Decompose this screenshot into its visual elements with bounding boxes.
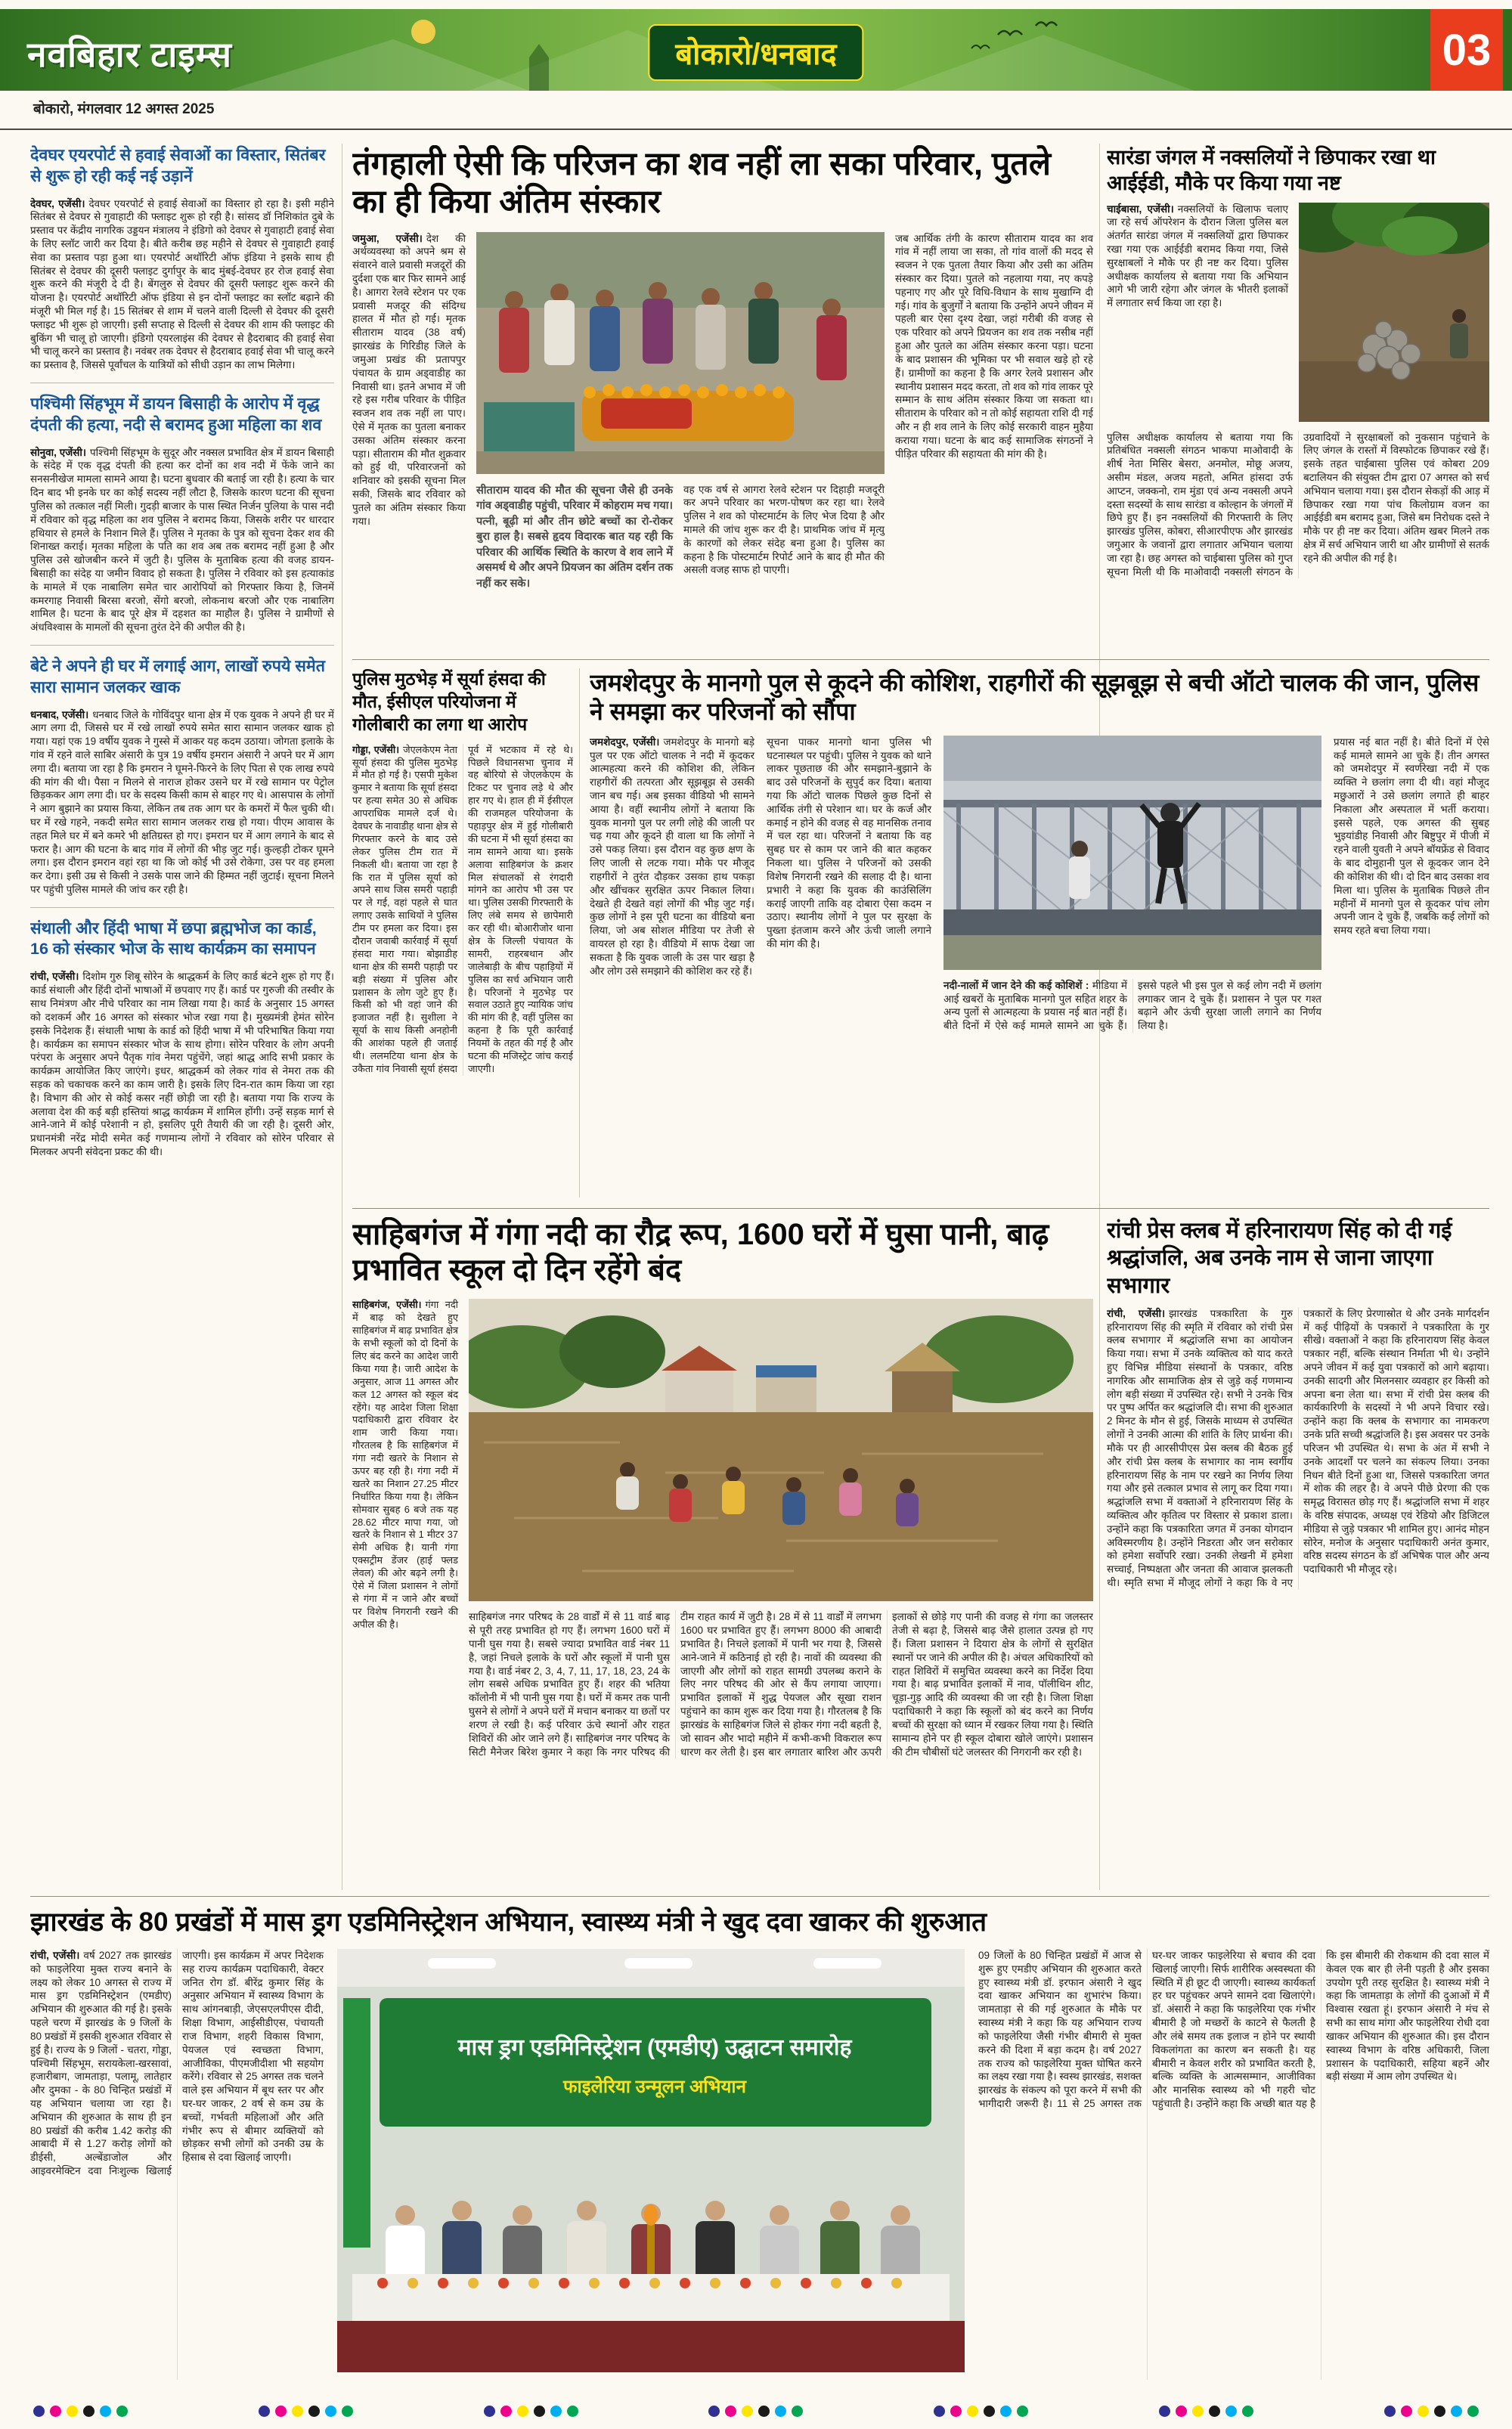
headline-devghar-airport: देवघर एयरपोर्ट से हवाई सेवाओं का विस्तार, सितंबर से शुरू हो रही कई नई उड़ानें xyxy=(30,146,326,185)
registration-dot xyxy=(534,2406,545,2417)
registration-dot xyxy=(500,2406,512,2417)
registration-dot-group xyxy=(259,2406,353,2417)
byline-main: जमुआ, एजेंसी। xyxy=(352,232,423,244)
mda-body-right: 09 जिलों के 80 चिन्हित प्रखंडों में आज से शुरू हुए एमडीए अभियान की शुरुआत करते हुए स्वास्थ्य मंत्री डॉ. इरफान अंसारी ने खुद दवा खाकर अभियान का शुभारंभ किया। जामताड़ा से की गई शुरुआत के मौके पर स्वास्थ्य मंत्री ने कहा कि यह अभियान राज्य को फाइलेरिया जैसी गंभीर बीमारी से मुक्त करने की दिशा में बड़ा कदम है। वर्ष 2027 तक राज्य को फाइलेरिया मुक्त घोषित करने का लक्ष्य रखा गया है। स्वस्थ झारखंड, सशक्त झारखंड के संकल्प को पूरा करने में सभी की भागीदारी जरूरी है। 11 से 25 अगस्त तक घर-घर जाकर फाइलेरिया से बचाव की दवा खिलाई जाएगी। सिर्फ शारीरिक अस्वस्थता की स्थिति में ही छूट दी जाएगी। स्वास्थ्य कार्यकर्ता हर घर पहुंचकर अपने सामने दवा खिलाएंगे। डॉ. अंसारी ने कहा कि फाइलेरिया एक गंभीर बीमारी है जो मच्छरों के काटने से फैलती है और लंबे समय तक इलाज न होने पर स्थायी विकलांगता का कारण बन सकती है। यह बीमारी न केवल शरीर को प्रभावित करती है, बल्कि व्यक्ति के आत्मसम्मान, आजीविका और मानसिक स्वास्थ्य को भी गहरी चोट पहुंचाती है। उन्होंने कहा कि अच्छी बात यह है कि इस बीमारी की रोकथाम की दवा साल में केवल एक बार ही लेनी पड़ती है और इसका उपयोग पूरी तरह सुरक्षित है। स्वास्थ्य मंत्री ने कहा कि जामताड़ा के लोगों की दुआओं में मैं विश्वास रखता हूं। इरफान अंसारी ने मंच से सभी का साथ मांगा और फाइलेरिया रोधी दवा खाकर अभियान की शुरुआत की। इस दौरान स्वास्थ्य विभाग के वरिष्ठ अधिकारी, जिला प्रशासन के पदाधिकारी, सहिया बहनें और बड़ी संख्या में आम लोग उपस्थित थे। xyxy=(978,1950,1489,2109)
article-body xyxy=(30,446,334,634)
mda-body-left xyxy=(30,1949,324,2380)
jamshedpur-subhead: नदी-नालों में जान देने की कई कोशिशें : xyxy=(943,979,1089,991)
saranda-intro-text: नक्सलियों के खिलाफ चलाए जा रहे सर्च ऑपरेशन के दौरान जिला पुलिस बल अंतर्गत सारंडा जंगल में नक्सलियों द्वारा छिपाकर रखा गया एक आईईडी बरामद किया गया, जिसे सुरक्षाबलों ने मौके पर ही नष्ट कर दिया। पुलिस अधीक्षक कार्यालय से बताया गया कि अभियान आगे भी जारी रहेगा और जंगल के भीतरी इलाकों में लगातार सर्च किया जा रहा है। xyxy=(1107,203,1289,309)
article-press-club-tribute xyxy=(1107,1217,1489,1888)
byline-mda: रांची, एजेंसी। xyxy=(30,1950,80,1961)
article-police-encounter xyxy=(352,668,573,1202)
registration-dot xyxy=(1434,2406,1445,2417)
registration-dot xyxy=(1401,2406,1412,2417)
mda-banner-line2: फाइलेरिया उन्मूलन अभियान xyxy=(563,2077,746,2097)
registration-dot xyxy=(259,2406,270,2417)
registration-dot xyxy=(100,2406,111,2417)
police-body-text: जेएलकेएम नेता सूर्या हंसदा की पुलिस मुठभेड़ में मौत हो गई है। एसपी मुकेश कुमार ने बताया कि सूर्या हंसदा पर हत्या समेत 30 से अधिक आपराधिक मामले दर्ज थे। देवघर के नावाडीह थाना क्षेत्र से गिरफ्तार करने के बाद उसे लेकर पुलिस टीम रात में निकली थी। बताया जा रहा है कि रात में पुलिस सूर्या को अपने साथ जिस समरी पहाड़ी पर ले गई, वहां पहले से घात लगाए उसके साथियों ने पुलिस टीम पर हमला कर दिया। इस दौरान जवाबी कार्रवाई में सूर्या हंसदा मारा गया। बोझाडीह थाना क्षेत्र की समरी पहाड़ी पर बड़ी संख्या में पुलिस और प्रशासन के लोग जुटे हुए हैं। किसी को भी वहां जाने की इजाजत नहीं है। सुशीला ने सूर्या के साथ किसी अनहोनी की आशंका पहले ही जताई थी। ललमटिया थाना क्षेत्र के उकैता गांव निवासी सूर्या हंसदा पूर्व में भटकाव में रहे थे। पिछले विधानसभा चुनाव में वह बोरियो से जेएलकेएम के टिकट पर चुनाव लड़े थे और हार गए थे। हाल ही में ईसीएल की राजमहल परियोजना के पहाड़पुर क्षेत्र में हुई गोलीबारी की घटना में भी सूर्या हंसदा का नाम सामने आया था। इसके अलावा साहिबगंज के क्रशर मिल संचालकों से रंगदारी मांगने का आरोप भी उस पर था। पुलिस उसकी गिरफ्तारी के लिए लंबे समय से छापेमारी कर रही थी। बोआरीजोर थाना क्षेत्र के जिल्ली पंचायत के सामरी, राहरबथान और जालेबाड़ी के बीच पहाड़ियों में पुलिस का सर्च अभियान जारी है। परिजनों ने मुठभेड़ पर सवाल उठाते हुए न्यायिक जांच की मांग की है, वहीं पुलिस का कहना है कि पूरी कार्रवाई नियमों के तहत की गई है और घटना की मजिस्ट्रेट जांच कराई जाएगी। xyxy=(352,743,573,1074)
registration-dot xyxy=(308,2406,320,2417)
registration-dot-group xyxy=(33,2406,128,2417)
saranda-body: पुलिस अधीक्षक कार्यालय से बताया गया कि प्रतिबंधित नक्सली संगठन भाकपा माओवादी के शीर्ष नेता मिसिर बेसरा, अनमोल, मोछू अजय, असीम मंडल, अजय महतो, अमित हांसदा उर्फ आप्टन, जक्कनो, राम मुंडा एवं अन्य नक्सली अपने दस्ता सदस्यों के साथ सारंडा व कोल्हान के जंगलों में छिपे हुए हैं। इन नक्सलियों की गिरफ्तारी के लिए झारखंड पुलिस, कोबरा, सीआरपीएफ और झारखंड जगुआर के जवानों द्वारा लगातार अभियान चलाया जा रहा है। छह अगस्त को चाईबासा पुलिस को गुप्त सूचना मिली थी कि माओवादी नक्सली संगठन के उग्रवादियों ने सुरक्षाबलों को नुकसान पहुंचाने के लिए जंगल के रास्तों में विस्फोटक छिपाकर रखे हैं। इसके तहत चाईबासा पुलिस एवं कोबरा 209 बटालियन की संयुक्त टीम द्वारा 07 अगस्त को सर्च अभियान चलाया गया। इस दौरान सेकड़ों की आड़ में छिपाकर रखा गया पांच किलोग्राम वजन का आईईडी बम बरामद हुआ, जिसे बम निरोधक दस्ते ने मौके पर ही नष्ट कर दिया। अंतिम खबर मिलने तक क्षेत्र में सर्च अभियान जारी था और ग्रामीणों से सतर्क रहने की अपील की गई है। xyxy=(1107,431,1489,578)
sahibganj-col-left xyxy=(352,1299,458,1758)
jamshedpur-col2: सूचना पाकर मानगो थाना पुलिस भी घटनास्थल पर पहुंची। पुलिस ने युवक को थाने लाकर पूछताछ की और समझाने-बुझाने के बाद उसे परिजनों के सुपुर्द कर दिया। बताया गया कि ऑटो चालक पिछले कुछ दिनों से आर्थिक तंगी से परेशान था। घर के कर्ज और कमाई न होने की वजह से वह मानसिक तनाव में चल रहा था। परिजनों ने बताया कि वह सुबह घर से काम पर जाने की बात कहकर निकला था। पुलिस ने परिजनों को उसकी विशेष निगरानी रखने की सलाह दी है। थाना प्रभारी ने कहा कि युवक की काउंसिलिंग कराई जाएगी ताकि वह दोबारा ऐसा कदम न उठाए। स्थानीय लोगों ने पुल पर सुरक्षा के पुख्ता इंतजाम करने और ऊंची जाली लगाने की मांग की है। xyxy=(767,736,931,950)
jamshedpur-under-body: मीडि‍या में आई खबरों के मुताबिक मानगो पुल सहित शहर के अन्य पुलों से आत्महत्या के प्रयास नई बात नहीं हैं। बीते दिनों में ऐसे कई मामले सामने आ चुके हैं। इससे पहले भी इस पुल से कई लोग नदी में छलांग लगाकर जान दे चुके हैं। प्रशासन ने पुल पर गश्त बढ़ाने और ऊंची सुरक्षा जाली लगाने का निर्णय लिया है। xyxy=(943,979,1321,1032)
registration-dot xyxy=(1209,2406,1220,2417)
registration-dot xyxy=(950,2406,962,2417)
registration-dot xyxy=(1467,2406,1479,2417)
registration-dot xyxy=(708,2406,720,2417)
article-mango-bridge xyxy=(590,668,1489,1202)
jamshedpur-col4: प्रयास नई बात नहीं है। बीते दिनों में ऐसे कई मामले सामने आ चुके हैं। तीन अगस्त को जमशेदपुर में स्वर्णरेखा नदी में एक व्यक्ति ने छलांग लगा दी थी। वहां मौजूद मछुआरों ने उसे छलांग लगाते ही बाहर निकाला और अस्पताल में भर्ती कराया। इससे पहले, एक अगस्त की सुबह भुइयांडीह निवासी और बिष्टुपुर में पीजी में रहने वाली युवती ने अपने बॉयफ्रेंड से विवाद के बाद दोमुहानी पुल से कूदकर जान देने की कोशिश की थी। दो दिन बाद उसका शव मिला था। पुलिस के मुताबिक पिछले तीन महीनों में मानगो पुल से कूदकर पांच लोग अपनी जान दे चुके हैं, जबकि कई लोगों को समय रहते बचा लिया गया। xyxy=(1334,736,1489,937)
header-rule xyxy=(0,129,1512,130)
registration-dot xyxy=(517,2406,528,2417)
left-column xyxy=(30,145,334,1890)
byline-santhali: रांची, एजेंसी। xyxy=(30,971,79,983)
headline-dayan-bisahi: पश्चिमी सिंहभूम में डायन बिसाही के आरोप में वृद्ध दंपती की हत्या, नदी से बरामद हुआ महिला का शव xyxy=(30,395,322,434)
article-body xyxy=(30,197,334,373)
byline-sahibganj: साहिबगंज, एजेंसी। xyxy=(352,1299,422,1311)
registration-dot xyxy=(792,2406,803,2417)
registration-dot-group xyxy=(484,2406,578,2417)
registration-dot xyxy=(1384,2406,1396,2417)
registration-dot xyxy=(1418,2406,1429,2417)
registration-dot xyxy=(116,2406,128,2417)
registration-dot xyxy=(1225,2406,1237,2417)
body-santhali: दिशोम गुरु शिबू सोरेन के श्राद्धकर्म के लिए कार्ड बंटने शुरू हो गए हैं। कार्ड संथाली और हिंदी दोनों भाषाओं में छपवाए गए हैं। कार्ड पर गुरुजी की तस्वीर के साथ निमंत्रण और नीचे परिवार का नाम लिखा गया है। कार्ड के अनुसार 15 अगस्त को दशकर्म और 16 अगस्त को संस्कार भोज रखा गया है। मुख्यमंत्री हेमंत सोरेन इसके निदेशक हैं। संथाली भाषा के कार्ड को हिंदी भाषा में भी परिभाषित किया गया है। कार्यक्रम का समापन संस्कार भोज के साथ होगा। सोरेन परिवार के लोग अपनी परंपरा के अनुसार अपने पैतृक गांव नेमरा पहुंचेंगे, जहां श्राद्ध आदि सभी प्रकार के कार्यक्रम आयोजित किए जाएंगे। इधर, श्राद्धकर्म को लेकर गांव से नेमरा तक की सड़क को चकाचक करने का काम जारी है। इसके लिए दिन-रात काम किया जा रहा है। विभाग की ओर से कोई कसर नहीं छोड़ी जा रही है। बताया गया कि राज्य के अलावा देश की कई बड़ी हस्तियां श्राद्ध कार्यक्रम में शामिल होंगी। उन्हें सड़क मार्ग से आने-जाने में कोई परेशानी न हो, इसलिए पूरी तैयारी की जा रही है। दूसरी ओर, प्रधानमंत्री नरेंद्र मोदी समेत कई गणमान्य लोगों ने रविवार को सोरेन परिवार से मिलकर अपनी संवेदना प्रकट की थी। xyxy=(30,971,334,1157)
section-rule-3 xyxy=(30,1896,1489,1897)
photo-bridge-rescue xyxy=(943,736,1321,970)
byline-jamshedpur: जमशेदपुर, एजेंसी। xyxy=(590,736,660,748)
article-effigy-funeral xyxy=(352,145,1093,655)
registration-dot xyxy=(1192,2406,1204,2417)
byline-saranda: चाईबासा, एजेंसी। xyxy=(1107,203,1174,215)
page-number: 03 xyxy=(1430,9,1503,91)
article-body xyxy=(30,708,334,897)
byline-dayan: सोनुवा, एजेंसी। xyxy=(30,446,86,458)
headline-mango-bridge: जमशेदपुर के मानगो पुल से कूदने की कोशिश, राहगीरों की सूझबूझ से बची ऑटो चालक की जान, पुलिस ने समझा कर परिजनों को सौंपा xyxy=(590,669,1479,726)
registration-dot xyxy=(1159,2406,1170,2417)
article-divider xyxy=(30,645,334,646)
registration-dot-group xyxy=(1159,2406,1253,2417)
saranda-intro xyxy=(1107,203,1288,422)
registration-dot xyxy=(775,2406,786,2417)
registration-dot-group xyxy=(1384,2406,1479,2417)
body-bete: धनबाद जिले के गोविंदपुर थाना क्षेत्र में एक युवक ने अपने ही घर में आग लगा दी, जिससे घर में रखे लाखों रुपये समेत सारा सामान जलकर खाक हो गया। यहां एक 19 वर्षीय युवक ने गुस्से में आकर यह कदम उठाया। जोगता इलाके के गांव में रहने वाले साबिर अंसारी के पुत्र 19 वर्षीय इमरान अंसारी ने अपने घर में आग लगा दी। बताया जा रहा है कि इमरान ने घूमने-फिरने के लिए पिता से एक लाख रुपये की मांग की थी। पैसा न मिलने से नाराज होकर उसने घर में रखे सामान पर पेट्रोल छिड़ककर आग लगा दी। घर के सदस्य किसी काम से बाहर गए थे। आसपास के लोगों ने आग बुझाने का प्रयास किया, लेकिन तब तक आग घर के कमरों में फैल चुकी थी। घर में रखे गहने, नकदी समेत सारा सामान जलकर राख हो गया। पीएम आवास के तहत मिले घर में बने कमरे भी क्षतिग्रस्त हो गए। इमरान घर में आग लगाने के बाद से फरार है। आग की घटना के बाद गांव में लोगों की भीड़ जुट गई। कुल्हड़ी टोकर घूमने लगा। इस दौरान इमरान वहां रहा था कि जो कोई भी उसे रोकेगा, उस पर वह हमला कर देगा। इसी उम्र से किसी ने उसके पास जाने की हिम्मत नहीं जुटाई। सूचना मिलने पर पहुंची पुलिस मामले की जांच कर रही है। xyxy=(30,708,334,896)
column-rule-police xyxy=(579,668,580,1197)
registration-dot xyxy=(1176,2406,1187,2417)
registration-dot xyxy=(1242,2406,1253,2417)
mda-banner-line1: मास ड्रग एडमिनिस्ट्रेशन (एमडीए) उद्घाटन समारोह xyxy=(457,2035,852,2060)
headline-saranda-ied: सारंडा जंगल में नक्सलियों ने छिपाकर रखा था आईईडी, मौके पर किया गया नष्ट xyxy=(1107,146,1436,194)
headline-effigy-funeral: तंगहाली ऐसी कि परिजन का शव नहीं ला सका परिवार, पुतले का ही किया अंतिम संस्कार xyxy=(352,146,1051,221)
article-dayan-bisahi xyxy=(30,394,334,634)
registration-dot xyxy=(1017,2406,1028,2417)
photo-effigy-funeral xyxy=(476,232,885,474)
main-col-mid: वह एक वर्ष से आगरा रेलवे स्टेशन पर दिहाड़ी मजदूरी कर अपने परिवार का भरण-पोषण कर रहा था। रेलवे पुलिस ने शव को पोस्टमार्टम के लिए भेज दिया है और मामले की जांच शुरू कर दी है। प्राथमिक जांच में मृत्यु के कारणों को लेकर संदेह बना हुआ है। पुलिस का कहना है कि पोस्टमार्टम रिपोर्ट आने के बाद ही मौत की असली वजह साफ हो पाएगी। xyxy=(683,483,885,576)
police-body xyxy=(352,744,573,1076)
registration-dot xyxy=(567,2406,578,2417)
registration-dot xyxy=(550,2406,562,2417)
registration-dot xyxy=(33,2406,45,2417)
jamshedpur-col1-text: जमशेदपुर के मानगो बड़े पुल पर एक ऑटो चालक ने नदी में कूदकर आत्महत्या करने की कोशिश की, लेकिन राहगीरों की तत्परता और सूझबूझ से उसकी जान बच गई। अब इसका वीडियो भी सामने आया है। वहीं स्थानीय लोगों ने बताया कि युवक मानगो पुल पर लगी लोहे की जाली पर चढ़ गया और कूदने ही वाला था कि लोगों ने उसे पकड़ लिया। इस दौरान वह कुछ क्षण के लिए जाली से लटक गया। मौके पर मौजूद राहगीरों ने तुरंत दौड़कर उसका हाथ पकड़ा और खींचकर सुरक्षित ऊपर निकाल लिया। देखते ही देखते वहां लोगों की भीड़ जुट गई। कुछ लोगों ने इस पूरी घटना का वीडियो बना लिया, जो अब सोशल मीडिया पर तेजी से वायरल हो रहा है। वीडियो में साफ देखा जा सकता है कि युवक जाली के उस पार खड़ा है और लोग उसे समझाने की कोशिश कर रहे हैं। xyxy=(590,736,754,977)
registration-dot xyxy=(758,2406,770,2417)
ranchi-press-body xyxy=(1107,1307,1489,1590)
headline-house-fire: बेटे ने अपने ही घर में लगाई आग, लाखों रुपये समेत सारा सामान जलकर खाक xyxy=(30,657,326,696)
photo-mda-inauguration xyxy=(337,1949,965,2372)
registration-dot xyxy=(984,2406,995,2417)
registration-dot-group xyxy=(708,2406,803,2417)
edition-line: बोकारो, मंगलवार 12 अगस्त 2025 xyxy=(33,101,215,117)
headline-press-club-tribute: रांची प्रेस क्लब में हरिनारायण सिंह को दी गई श्रद्धांजलि, अब उनके नाम से जाना जाएगा सभागार xyxy=(1107,1219,1452,1298)
headline-police-encounter: पुलिस मुठभेड़ में सूर्या हंसदा की मौत, ईसीएल परियोजना में गोलीबारी का लगा था आरोप xyxy=(352,669,546,734)
registration-dot xyxy=(325,2406,336,2417)
photo-flood-scene xyxy=(469,1299,1093,1601)
main-col-left-text: देश की अर्थव्यवस्था को अपने श्रम से संवारने वाले प्रवासी मजदूरों की दुर्दशा एक बार फिर सामने आई है। आगरा रेलवे स्टेशन पर एक प्रवासी मजदूर की संदिग्ध हालत में मौत हो गई। मृतक सीताराम यादव (38 वर्ष) झारखंड के गिरिडीह जिले के जमुआ प्रखंड की प्रतापपुर पंचायत के ग्राम अड्वाडीह का निवासी था। इतने अभाव में जी रहे इस गरीब परिवार के पीड़ित स्वजन शव तक नहीं ला पाए। ऐसे में मृतक का पुतला बनाकर उसका अंतिम संस्कार करना पड़ा। सीताराम की मौत शुक्रवार को हुई थी, परिवारजनों को शनिवार को इसकी सूचना मिल सकी, जिसके बाद रविवार को पुतले का अंतिम संस्कार किया गया। xyxy=(352,232,466,527)
body-devghar: देवघर एयरपोर्ट से हवाई सेवाओं का विस्तार हो रहा है। इसी महीने सितंबर से देवघर से गुवाहाटी की फ्लाइट शुरू हो रही है। सांसद डॉ निशिकांत दुबे के प्रस्ताव पर केंद्रीय नागरिक उड्डयन मंत्रालय ने इंडिगो को देवघर से गुवाहाटी हवाई सेवा के लिए स्लॉट जारी कर दिया है। बीते करीब छह महीने से देवघर से गुवाहाटी हवाई सेवा का प्रस्ताव पड़ा हुआ था। एयरपोर्ट अथॉरिटी ऑफ इंडिया ने इसके साथ ही सितंबर से देवघर की दूसरी फ्लाइट दुर्गापुर के बाद मुंबई-देवघर हर रोज हवाई सेवा शुरू करने की मंजूरी दे दी है। बेंगलुरु से देवघर की दूसरी फ्लाइट शुरू करने की योजना है। एयरपोर्ट अथॉरिटी ऑफ इंडिया से इन दोनों फ्लाइट का स्लॉट बढ़ाने की मंजूरी भी मिल गई है। 15 सितंबर से शाम में चलने वाली दिल्ली से देवघर की दूसरी फ्लाइट भी शुरू हो जाएगी। इसी सप्ताह से दिल्ली से देवघर की शाम की फ्लाइट की बुकिंग भी चालू हो जाएगी। इंडिगो एयरलाइंस की देवघर से हैदराबाद की हवाई सेवा भी चालू करने का प्रस्ताव है। नवंबर तक देवघर से हैदराबाद हवाई सेवा भी चालू करने का प्रस्ताव है, जिससे पूर्वांचल के यात्रियों को सीधी उड़ान का लाभ मिलेगा। xyxy=(30,197,334,371)
jamshedpur-col1 xyxy=(590,736,754,1033)
registration-dot xyxy=(484,2406,495,2417)
section-rule-2 xyxy=(352,1208,1489,1209)
registration-dot xyxy=(742,2406,753,2417)
article-body xyxy=(30,970,334,1158)
registration-dot xyxy=(1000,2406,1012,2417)
main-pullquote: सीताराम यादव की मौत की सूचना जैसे ही उनके गांव अड्वाडीह पहुंची, परिवार में कोहराम मच गया। पत्नी, बूढ़ी मां और तीन छोटे बच्चों का रो-रोकर बुरा हाल है। सबसे हृदय विदारक बात यह रही कि परिवार की आर्थिक स्थिति के कारण वे शव लाने में असमर्थ थे और अपने प्रियजन का अंतिम दर्शन तक नहीं कर सके। xyxy=(476,484,673,590)
article-divider xyxy=(30,907,334,908)
byline-ranchi-press: रांची, एजेंसी। xyxy=(1107,1307,1166,1319)
section-title: बोकारो/धनबाद xyxy=(648,24,863,81)
registration-dot xyxy=(342,2406,353,2417)
sahibganj-body: साहिबगंज नगर परिषद के 28 वार्डों में से 11 वार्ड बाढ़ से पूरी तरह प्रभावित हो गए हैं। लगभग 1600 घरों में पानी घुस गया है। सबसे ज्यादा प्रभावित वार्ड नंबर 11 है, जहां निचले इलाके के घरों और स्कूलों में पानी घुस गया है। वार्ड नंबर 2, 3, 4, 7, 11, 17, 18, 23, 24 के लोग सबसे अधिक प्रभावित हुए हैं। शहर की भतिया कॉलोनी में भी पानी घुस गया है। घरों में कमर तक पानी घुसने से लोगों ने अपने घरों में मचान बनाकर या छतों पर शरण ले रखी है। कई परिवार ऊंचे स्थानों और राहत शिविरों की ओर जाने लगे हैं। साहिबगंज नगर परिषद के सिटी मैनेजर बिरेश कुमार ने कहा कि नगर परिषद की टीम राहत कार्य में जुटी है। 28 में से 11 वार्डों में लगभग 1600 घर प्रभावित हुए हैं। लगभग 8000 की आबादी प्रभावित है। निचले इलाकों में पानी भर गया है, जिससे आने-जाने में कठिनाई हो रही है। नावों की व्यवस्था की जाएगी और लोगों को राहत सामग्री उपलब्ध कराने के लिए नगर परिषद की ओर से कैंप लगाया जाएगा। प्रभावित इलाकों में शुद्ध पेयजल और सूखा राशन पहुंचाने का काम शुरू कर दिया गया है। गौरतलब है कि झारखंड के साहिबगंज जिले से होकर गंगा नदी बहती है, जो सावन और भादो महीने में कभी-कभी विकराल रूप धारण कर लेती है। इस बार लगातार बारिश और ऊपरी इलाकों से छोड़े गए पानी की वजह से गंगा का जलस्तर तेजी से बढ़ा है, जिससे बाढ़ जैसे हालात उत्पन्न हो गए हैं। जिला प्रशासन ने दियारा क्षेत्र के लोगों से सुरक्षित स्थानों पर जाने की अपील की है। अंचल अधिकारियों को राहत शिविरों में समुचित व्यवस्था करने का निर्देश दिया गया है। बाढ़ प्रभावित इलाकों में नाव, पॉलीथिन शीट, चूड़ा-गुड़ आदि की व्यवस्था की जा रही है। जिला शिक्षा पदाधिकारी ने कहा कि स्कूलों को बंद करने का निर्णय बच्चों की सुरक्षा को ध्यान में रखकर लिया गया है। स्थिति सामान्य होने पर ही स्कूल दोबारा खोले जाएंगे। प्रशासन की टीम चौबीसों घंटे जलस्तर की निगरानी कर रही है। xyxy=(469,1611,1093,1758)
photo-saranda-forest xyxy=(1299,203,1489,422)
byline-devghar: देवघर, एजेंसी। xyxy=(30,197,85,209)
registration-dot xyxy=(275,2406,287,2417)
section-rule-1 xyxy=(352,659,1489,660)
article-saranda-ied xyxy=(1107,145,1489,655)
article-devghar-airport xyxy=(30,145,334,372)
article-ganga-flood xyxy=(352,1217,1093,1888)
registration-dot xyxy=(725,2406,736,2417)
main-col-right: जब आर्थिक तंगी के कारण सीताराम यादव का शव गांव में नहीं लाया जा सका, तो गांव वालों की मदद से स्वजन ने एक पुतला तैयार किया और उसी का अंतिम संस्कार कर दिया। पुतले को नहलाया गया, नए कपड़े पहनाए गए और पूरे विधि-विधान के साथ मुखाग्नि दी गई। गांव के बुजुर्गों ने बताया कि उन्होंने अपने जीवन में पहली बार ऐसा दृश्य देखा, जहां गरीबी की वजह से एक परिवार को अपने प्रियजन का शव तक नसीब नहीं हुआ और पुतले का अंतिम संस्कार करना पड़ा। घटना के बाद प्रशासन की भूमिका पर भी सवाल खड़े हो रहे हैं। ग्रामीणों का कहना है कि अगर रेलवे प्रशासन और स्थानीय प्रशासन मदद करता, तो शव को गांव लाकर पूरे सम्मान के साथ अंतिम संस्कार किया जा सकता था। सीताराम के परिवार को न तो कोई सहायता राशि दी गई और न ही शव लाने के लिए कोई सरकारी वाहन मुहैया कराया गया। घटना के बाद कई सामाजिक संगठनों ने पीड़ित परिवार की सहायता की मांग की है। xyxy=(895,232,1093,460)
registration-dot-group xyxy=(934,2406,1028,2417)
body-dayan: पश्चिमी सिंहभूम के सुदूर और नक्सल प्रभावित क्षेत्र में डायन बिसाही के संदेह में एक वृद्ध दंपती की हत्या कर दोनों का शव नदी में फेंके जाने का सनसनीखेज मामला सामने आया है। घटना बुधवार की बताई जा रही है। हत्या के चार दिन बाद भी इनके घर का कोई सदस्य नहीं लौटा है, जिसके कारण घटना की सूचना पुलिस को तत्काल नहीं मिली। गुदड़ी बाजार के पास स्थित निर्जन पुलिया के पास नदी में रविवार को वृद्ध महिला का शव पुलिस ने बरामद किया, जिसके शरीर पर धारदार हथियार से हमले के निशान मिले हैं। पुलिस ने मृतका के पुत्र को सूचना देकर शव की शिनाख्त कराई। मृतका महिला के पति का शव अब तक बरामद नहीं हुआ है और पुलिस उसे खोजबीन करने में जुटी है। पुलिस के मुताबिक हत्या की वजह डायन-बिसाही का संदेह या जमीन विवाद हो सकता है। पुलिस ने रविवार को इस हत्याकांड के मामले में एक नाबालिग समेत चार आरोपियों को गिरफ्तार किया है, जिनमें कमरगाह निवासी बिरसा बरजो, सेंगो बरजो, लोकनाथ बरजो और एक नाबालिग शामिल है। घटना के बाद पूरे क्षेत्र में दहशत का माहौल है। पुलिस ने ग्रामीणों से अंधविश्वास के मामलों की सूचना तुरंत देने की अपील की है। xyxy=(30,446,334,634)
headline-mda-campaign: झारखंड के 80 प्रखंडों में मास ड्रग एडमिनिस्ट्रेशन अभियान, स्वास्थ्य मंत्री ने खुद दवा खाकर की शुरुआत xyxy=(30,1907,987,1937)
registration-dot xyxy=(1451,2406,1462,2417)
registration-dot xyxy=(50,2406,61,2417)
sahibganj-col-left-text: गंगा नदी में बाढ़ को देखते हुए साहिबगंज में बाढ़ प्रभावित क्षेत्र के सभी स्कूलों को दो दिनों के लिए बंद करने का आदेश जारी किया गया है। जारी आदेश के अनुसार, आज 11 अगस्त और कल 12 अगस्त को स्कूल बंद रहेंगे। यह आदेश जिला शिक्षा पदाधिकारी द्वारा रविवार देर शाम जारी किया गया। गौरतलब है कि साहिबगंज में गंगा नदी खतरे के निशान से ऊपर बह रही है। गंगा नदी में खतरे का निशान 27.25 मीटर निर्धारित किया गया है। लेकिन सोमवार सुबह 6 बजे तक यह 28.62 मीटर मापा गया, जो खतरे के निशान से 1 मीटर 37 सेमी अधिक है। यानी गंगा एक्सट्रीम डेंजर (हाई फ्लड लेवल) की ओर बढ़ने लगी है। ऐसे में जिला प्रशासन ने लोगों से गंगा में न जाने और बच्चों पर विशेष निगरानी रखने की अपील की है। xyxy=(352,1299,458,1630)
registration-dot xyxy=(934,2406,945,2417)
registration-dot xyxy=(67,2406,78,2417)
headline-brahmbhoj-card: संथाली और हिंदी भाषा में छपा ब्रह्मभोज का कार्ड, 16 को संस्कार भोज के साथ कार्यक्रम का समापन xyxy=(30,919,317,959)
article-mda-campaign xyxy=(30,1907,1489,2390)
byline-police: गोड्डा, एजेंसी। xyxy=(352,743,400,755)
headline-ganga-flood: साहिबगंज में गंगा नदी का रौद्र रूप, 1600 घरों में घुसा पानी, बाढ़ प्रभावित स्कूल दो दिन रहेंगे बंद xyxy=(352,1218,1049,1287)
registration-dots-bar xyxy=(33,2406,1479,2417)
newspaper-logo: नवबिहार टाइम्स xyxy=(27,35,232,74)
jamshedpur-under-image xyxy=(943,979,1321,1033)
article-brahmbhoj-card xyxy=(30,919,334,1159)
registration-dot xyxy=(83,2406,94,2417)
article-house-fire xyxy=(30,656,334,897)
registration-dot xyxy=(967,2406,978,2417)
ranchi-press-body-text: झारखंड पत्रकारिता के गुरु हरिनारायण सिंह की स्मृति में रविवार को रांची प्रेस क्लब सभागार में श्रद्धांजलि सभा का आयोजन किया गया। सभा में उनके व्यक्तित्व को याद करते हुए विभिन्न मीडिया संस्थानों के पत्रकार, वरिष्ठ नागरिक और सामाजिक क्षेत्र से जुड़े कई गणमान्य लोग बड़ी संख्या में उपस्थित रहे। सभी ने उनके चित्र पर पुष्प अर्पित कर श्रद्धांजलि दी। सभा की शुरुआत 2 मिनट के मौन से हुई, जिसके माध्यम से उपस्थित लोगों ने उनकी आत्मा की शांति के लिए प्रार्थना की। मौके पर ही आरसीपीएस प्रेस क्लब की बैठक हुई और रांची प्रेस क्लब के सभागार का नाम स्वर्गीय हरिनारायण सिंह के नाम पर रखने का निर्णय लिया गया और इसे तत्काल प्रभाव से लागू कर दिया गया। श्रद्धांजलि सभा में वक्ताओं ने हरिनारायण सिंह के व्यक्तित्व और कृतित्व पर विस्तार से प्रकाश डाला। उन्होंने कहा कि पत्रकारिता जगत में उनका योगदान अविस्मरणीय है। उन्होंने निडरता और जन सरोकार को हमेशा सर्वोपरि रखा। उनकी लेखनी में हमेशा सच्चाई, निष्पक्षता और जनता की आवाज झलकती थी। स्मृति सभा में मौजूद लोगों ने कहा कि वे नए पत्रकारों के लिए प्रेरणास्रोत थे और उनके मार्गदर्शन में कई पीढ़ियों के पत्रकारों ने पत्रकारिता के गुर सीखे। वक्ताओं ने कहा कि हरिनारायण सिंह केवल पत्रकार नहीं, बल्कि संस्थान निर्माता भी थे। उन्होंने अपने जीवन में कई युवा पत्रकारों को आगे बढ़ाया। उनकी सादगी और मिलनसार व्यवहार हर किसी को अपना बना लेता था। सभा में रांची प्रेस क्लब की कार्यकारिणी के सदस्यों ने भी अपने विचार रखे। उन्होंने कहा कि क्लब के सभागार का नामकरण उनके प्रति सच्ची श्रद्धांजलि है। इस अवसर पर उनके परिजन भी उपस्थित थे। सभा के अंत में सभी ने उनके आदर्शों पर चलने का संकल्प लिया। उनका निधन बीते दिनों हुआ था, जिससे पत्रकारिता जगत में शोक की लहर है। वे अपने पीछे प्रेरणा की एक समृद्ध विरासत छोड़ गए हैं। श्रद्धांजलि सभा में शहर के वरिष्ठ संपादक, अध्यक्ष एवं रेडियो और डिजिटल मीडिया से जुड़े पत्रकार भी शामिल हुए। आनंद मोहन सोरेन, मनोज के अनुसार पदाधिकारी अनंत कुमार, वरिष्ठ सदस्य संगठन के डॉ अभिषेक पाल और अन्य पदाधिकारी भी मौजूद रहे। xyxy=(1107,1307,1489,1588)
masthead-band xyxy=(0,9,1512,91)
registration-dot xyxy=(292,2406,303,2417)
main-col-left xyxy=(352,232,466,592)
mda-body-left-text: वर्ष 2027 तक झारखंड को फाइलेरिया मुक्त राज्य बनाने के लक्ष्य को लेकर 10 अगस्त से राज्य में मास ड्रग एडमिनिस्ट्रेशन (एमडीए) अभियान की शुरुआत की गई है। इसके पहले चरण में झारखंड के 9 जिलों के 80 प्रखंडों में इसकी शुरुआत रविवार से हुई है। राज्य के 9 जिलों - चतरा, गोड्डा, पश्चिमी सिंहभूम, सरायकेला-खरसावां, हजारीबाग, जामताड़ा, पलामू, लातेहार और दुमका - के 80 चिन्हित प्रखंडों में यह अभियान चलाया जा रहा है। अभियान की शुरुआत के साथ ही इन 80 प्रखंडों की करीब 1.42 करोड़ की आबादी में से 1.27 करोड़ लोगों को डीईसी, अल्बेंडाजोल और आइवरमेक्टिन दवा निःशुल्क खिलाई जाएगी। इस कार्यक्रम में अपर निदेशक सह राज्य कार्यक्रम पदाधिकारी, वेक्टर जनित रोग डॉ. बीरेंद्र कुमार सिंह के अनुसार अभियान में स्वास्थ्य विभाग के साथ आंगनबाड़ी, जेएसएलपीएस दीदी, शिक्षा विभाग, आईसीडीएस, पंचायती राज विभाग, शहरी विकास विभाग, पेयजल एवं स्वच्छता विभाग, आजीविका, पीएमजीदीशा भी सहयोग करेंगे। रविवार से 25 अगस्त तक चलने वाले इस अभियान में बूथ स्तर पर और घर-घर जाकर, 2 वर्ष से कम उम्र के बच्चों, गर्भवती महिलाओं और अति गंभीर रूप से बीमार व्यक्तियों को छोड़कर सभी लोगों को उनकी उम्र के हिसाब से दवा खिलाई जाएगी। xyxy=(30,1950,324,2176)
byline-bete: धनबाद, एजेंसी। xyxy=(30,708,89,720)
